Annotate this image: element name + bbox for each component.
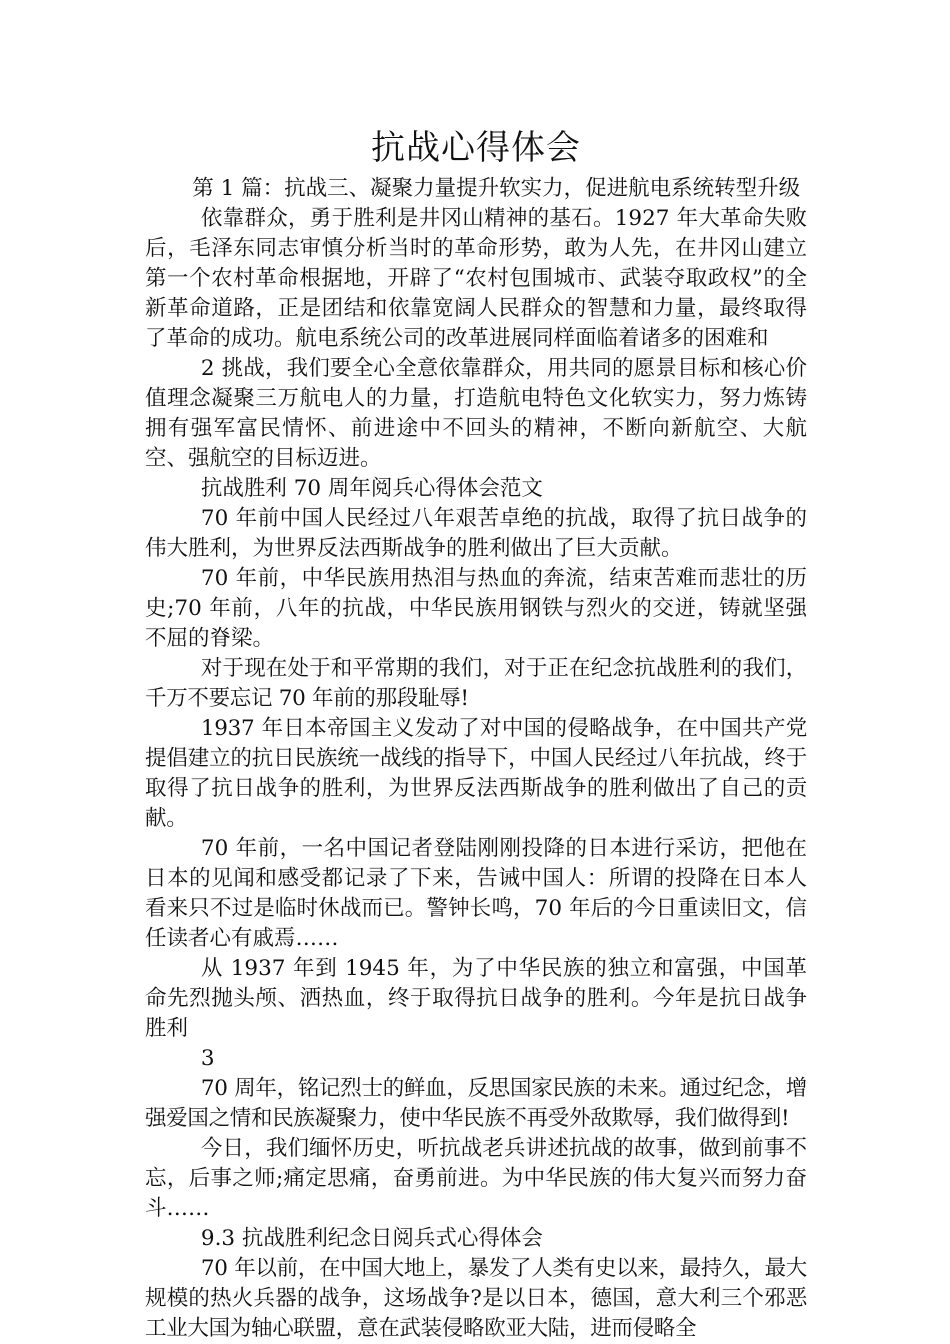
- paragraph: 从 1937 年到 1945 年，为了中华民族的独立和富强，中国革命先烈抛头颅、洒热血，终于取得抗日战争的胜利。今年是抗日战争胜利: [145, 956, 807, 1041]
- paragraph-section-heading: 第 1 篇：抗战三、凝聚力量提升软实力，促进航电系统转型升级: [192, 176, 801, 201]
- paragraph: 今日，我们缅怀历史，听抗战老兵讲述抗战的故事，做到前事不忘，后事之师;痛定思痛，奋勇前进。为中华民族的伟大复兴而努力奋斗……: [145, 1136, 807, 1221]
- document-page: [145, 126, 807, 1344]
- paragraph-heading: 9.3 抗战胜利纪念日阅兵式心得体会: [200, 1226, 543, 1251]
- paragraph: 70 年以前，在中国大地上，暴发了人类有史以来，最持久，最大规模的热火兵器的战争，这场战争?是以日本，德国，意大利三个邪恶工业大国为轴心联盟，意在武装侵略欧亚大陆，进而侵略全: [145, 1256, 807, 1341]
- page-number-fragment: 3: [200, 1046, 215, 1071]
- paragraph: 70 年前，一名中国记者登陆刚刚投降的日本进行采访，把他在日本的见闻和感受都记录了下来，告诫中国人：所谓的投降在日本人看来只不过是临时休战而已。警钟长鸣，70 年后的今日重读旧文，信任读者心有戚焉……: [145, 836, 807, 951]
- paragraph: 70 周年，铭记烈士的鲜血，反思国家民族的未来。通过纪念，增强爱国之情和民族凝聚力，使中华民族不再受外敌欺辱，我们做得到!: [145, 1076, 807, 1131]
- paragraph: 对于现在处于和平常期的我们，对于正在纪念抗战胜利的我们，千万不要忘记 70 年前的那段耻辱!: [145, 656, 807, 711]
- paragraph-heading: 抗战胜利 70 周年阅兵心得体会范文: [200, 476, 543, 501]
- paragraph: 70 年前中国人民经过八年艰苦卓绝的抗战，取得了抗日战争的伟大胜利，为世界反法西斯战争的胜利做出了巨大贡献。: [145, 506, 807, 561]
- paragraph: 2 挑战，我们要全心全意依靠群众，用共同的愿景目标和核心价值理念凝聚三万航电人的力量，打造航电特色文化软实力，努力炼铸拥有强军富民情怀、前进途中不回头的精神，不断向新航空、大航空、强航空的目标迈进。: [145, 356, 807, 471]
- document-title: 抗战心得体会: [371, 128, 581, 168]
- paragraph: 70 年前，中华民族用热泪与热血的奔流，结束苦难而悲壮的历史;70 年前，八年的抗战，中华民族用钢铁与烈火的交迸，铸就坚强不屈的脊梁。: [145, 566, 807, 651]
- paragraph: 依靠群众，勇于胜利是井冈山精神的基石。1927 年大革命失败后，毛泽东同志审慎分析当时的革命形势，敢为人先，在井冈山建立第一个农村革命根据地，开辟了“农村包围城市、武装夺取政权”的全新革命道路，正是团结和依靠宽阔人民群众的智慧和力量，最终取得了革命的成功。航电系统公司的改革进展同样面临着诸多的困难和: [145, 206, 807, 351]
- paragraph: 1937 年日本帝国主义发动了对中国的侵略战争，在中国共产党提倡建立的抗日民族统一战线的指导下，中国人民经过八年抗战，终于取得了抗日战争的胜利，为世界反法西斯战争的胜利做出了自己的贡献。: [145, 716, 807, 831]
